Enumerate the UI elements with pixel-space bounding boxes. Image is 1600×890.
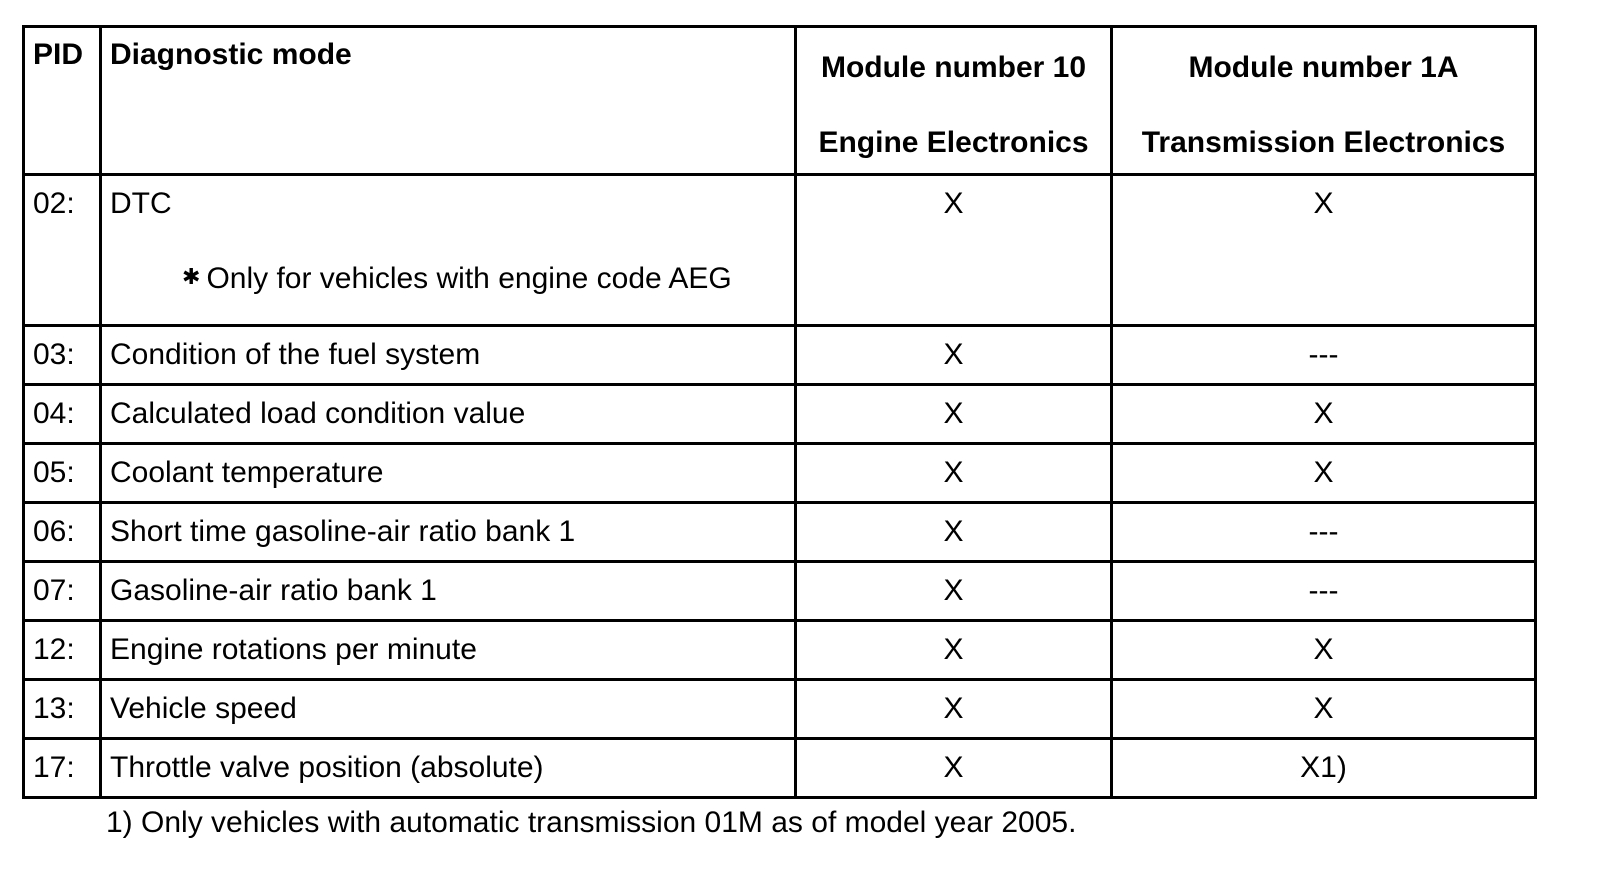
- table-row-dtc: [24, 175, 1536, 326]
- cell-transmission-support: X: [1112, 621, 1536, 680]
- table-header-row: [24, 27, 1536, 175]
- cell-mode: [101, 175, 796, 326]
- cell-mode: Condition of the fuel system: [101, 326, 796, 385]
- cell-mode: Gasoline-air ratio bank 1: [101, 562, 796, 621]
- cell-transmission-support: X: [1112, 680, 1536, 739]
- cell-pid: 17:: [24, 739, 101, 798]
- cell-engine-support: X: [796, 739, 1112, 798]
- header-diagnostic-mode: Diagnostic mode: [101, 27, 796, 175]
- cell-pid: 12:: [24, 621, 101, 680]
- table-row: [24, 621, 1536, 680]
- header-pid: PID: [24, 27, 101, 175]
- cell-mode: Throttle valve position (absolute): [101, 739, 796, 798]
- table-row: [24, 739, 1536, 798]
- cell-pid: 02:: [24, 175, 101, 326]
- pid-diagnostic-table: [22, 25, 1537, 799]
- cell-mode: Vehicle speed: [101, 680, 796, 739]
- cell-engine-support: X: [796, 175, 1112, 326]
- cell-mode: Engine rotations per minute: [101, 621, 796, 680]
- cell-transmission-support: X: [1112, 385, 1536, 444]
- cell-transmission-support: ---: [1112, 503, 1536, 562]
- cell-engine-support: X: [796, 385, 1112, 444]
- table-row: [24, 385, 1536, 444]
- cell-mode: Coolant temperature: [101, 444, 796, 503]
- table-row: [24, 503, 1536, 562]
- asterisk-icon: ✱: [182, 264, 201, 289]
- table-row: [24, 444, 1536, 503]
- header-module-10-number: Module number 10: [820, 51, 1087, 84]
- cell-transmission-support: X: [1112, 444, 1536, 503]
- dtc-label: DTC: [110, 187, 172, 220]
- header-module-1a-number: Module number 1A: [1188, 51, 1459, 84]
- table-row: [24, 680, 1536, 739]
- cell-mode: Short time gasoline-air ratio bank 1: [101, 503, 796, 562]
- cell-transmission-support: ---: [1112, 562, 1536, 621]
- engine-code-note-text: Only for vehicles with engine code AEG: [206, 262, 732, 295]
- header-module-1a: [1112, 27, 1536, 175]
- footnote: 1) Only vehicles with automatic transmission 01M as of model year 2005.: [106, 806, 1077, 839]
- cell-transmission-support: X: [1112, 175, 1536, 326]
- cell-pid: 04:: [24, 385, 101, 444]
- cell-pid: 06:: [24, 503, 101, 562]
- engine-code-note: [110, 232, 786, 324]
- cell-engine-support: X: [796, 326, 1112, 385]
- cell-engine-support: X: [796, 562, 1112, 621]
- cell-mode: Calculated load condition value: [101, 385, 796, 444]
- cell-pid: 13:: [24, 680, 101, 739]
- cell-transmission-support: ---: [1112, 326, 1536, 385]
- header-module-10: [796, 27, 1112, 175]
- header-module-10-name: Engine Electronics: [818, 126, 1089, 159]
- table-row: [24, 326, 1536, 385]
- cell-engine-support: X: [796, 680, 1112, 739]
- table-row: [24, 562, 1536, 621]
- header-module-1a-name: Transmission Electronics: [1141, 126, 1506, 159]
- cell-engine-support: X: [796, 621, 1112, 680]
- cell-transmission-support: X1): [1112, 739, 1536, 798]
- cell-engine-support: X: [796, 444, 1112, 503]
- cell-pid: 07:: [24, 562, 101, 621]
- cell-engine-support: X: [796, 503, 1112, 562]
- cell-pid: 03:: [24, 326, 101, 385]
- cell-pid: 05:: [24, 444, 101, 503]
